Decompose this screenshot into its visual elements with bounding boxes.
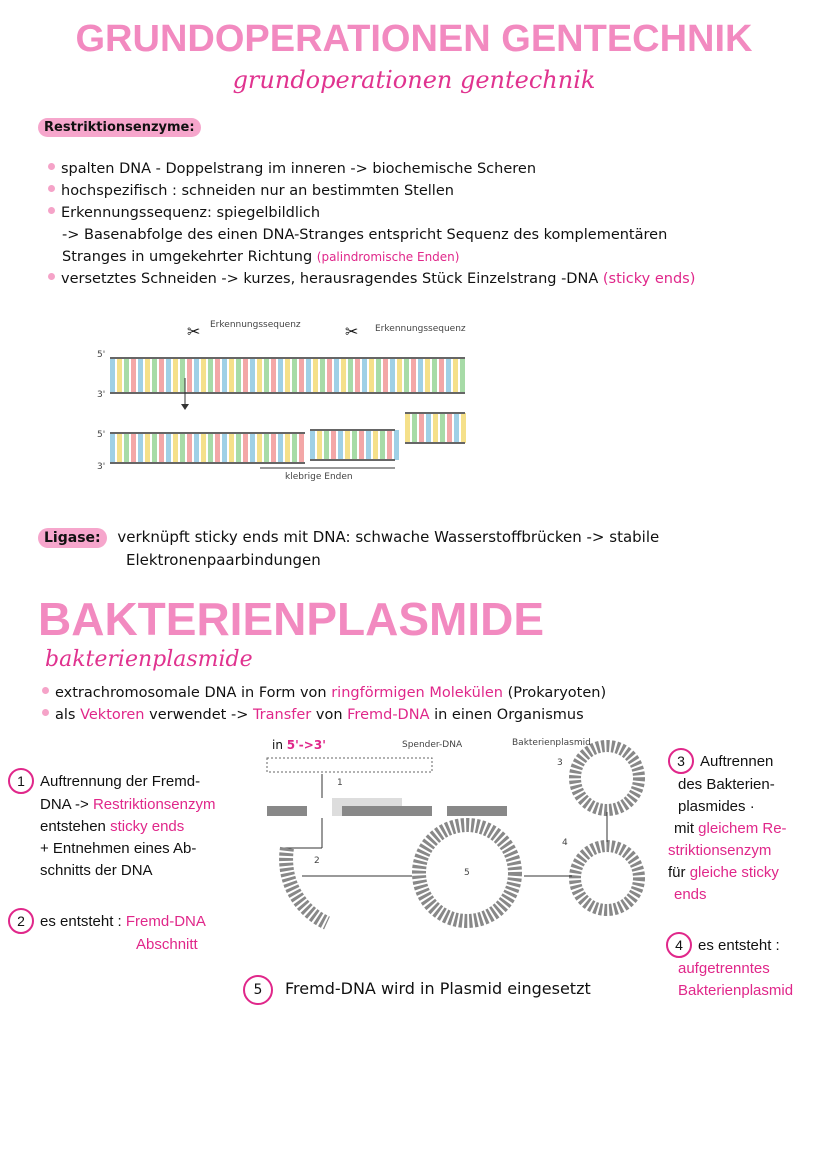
step-marker: 5 (464, 868, 470, 878)
base-pair (355, 358, 360, 393)
list-item: versetztes Schneiden -> kurzes, herausragendes Stück Einzelstrang -DNA (sticky ends) (48, 268, 695, 290)
step-4: 4 es entsteht : aufgetrenntes Bakterienplasmid (666, 932, 793, 1002)
base-pair (145, 433, 150, 463)
base-pair (194, 433, 199, 463)
recognition-label: Erkennungssequenz (375, 324, 466, 334)
base-pair (334, 358, 339, 393)
base-pair (345, 430, 350, 460)
base-pair (285, 358, 290, 393)
base-pair (285, 433, 290, 463)
ligase-block (38, 526, 659, 571)
base-pair (201, 433, 206, 463)
base-pair (243, 358, 248, 393)
base-pair (411, 358, 416, 393)
ligase-label: Ligase: (38, 528, 107, 548)
base-pair (243, 433, 248, 463)
base-pair (390, 358, 395, 393)
base-pair (229, 433, 234, 463)
base-pair (138, 433, 143, 463)
base-pair (138, 358, 143, 393)
base-pair (124, 358, 129, 393)
page-title: GRUNDOPERATIONEN GENTECHNIK (75, 18, 753, 60)
list-item: hochspezifisch : schneiden nur an bestimmten Stellen (48, 180, 695, 202)
base-pair (131, 433, 136, 463)
base-pair (159, 433, 164, 463)
base-pair (387, 430, 392, 460)
section-title: BAKTERIENPLASMIDE (38, 593, 545, 645)
restriktion-label: Restriktionsenzyme: (38, 118, 201, 137)
base-pair (394, 430, 399, 460)
plasmid-list (42, 682, 606, 726)
base-pair (215, 433, 220, 463)
base-pair (440, 413, 445, 443)
base-pair (236, 433, 241, 463)
base-pair (341, 358, 346, 393)
base-pair (152, 433, 157, 463)
base-pair (278, 433, 283, 463)
base-pair (187, 433, 192, 463)
base-pair (404, 358, 409, 393)
base-pair (397, 358, 402, 393)
base-pair (317, 430, 322, 460)
base-pair (222, 358, 227, 393)
base-pair (110, 433, 115, 463)
base-pair (278, 358, 283, 393)
base-pair (461, 413, 466, 443)
list-subline: Stranges in umgekehrter Richtung (palindromische Enden) (62, 249, 460, 265)
ligase-text: Elektronenpaarbindungen (126, 551, 321, 569)
scissors-icon: ✂ (187, 322, 201, 341)
step-marker: 3 (557, 758, 563, 768)
five-prime: 5' (97, 430, 106, 440)
recognition-label: Erkennungssequenz (210, 320, 301, 330)
base-pair (373, 430, 378, 460)
base-pair (117, 433, 122, 463)
base-pair (447, 413, 452, 443)
base-pair (159, 358, 164, 393)
base-pair (264, 433, 269, 463)
list-item: extrachromosomale DNA in Form von ringförmigen Molekülen (Prokaryoten) (42, 682, 606, 704)
base-pair (299, 433, 304, 463)
restriction-diagram (95, 318, 475, 488)
base-pair (292, 433, 297, 463)
base-pair (271, 433, 276, 463)
step-2: 2 es entsteht : Fremd-DNA Abschnitt (8, 908, 206, 956)
base-pair (369, 358, 374, 393)
base-pair (271, 358, 276, 393)
base-pair (292, 358, 297, 393)
base-pair (327, 358, 332, 393)
base-pair (446, 358, 451, 393)
plasmid-diagram (262, 738, 660, 938)
ligase-text: verknüpft sticky ends mit DNA: schwache Wasserstoffbrücken -> stabile (117, 528, 660, 546)
base-pair (348, 358, 353, 393)
base-pair (433, 413, 438, 443)
base-pair (215, 358, 220, 393)
base-pair (313, 358, 318, 393)
in-label: in 5'->3' (272, 738, 326, 752)
base-pair (306, 358, 311, 393)
list-subline: -> Basenabfolge des einen DNA-Stranges entspricht Sequenz des komplementären (62, 227, 668, 243)
base-pair (376, 358, 381, 393)
base-pair (166, 433, 171, 463)
base-pair (194, 358, 199, 393)
base-pair (180, 433, 185, 463)
base-pair (439, 358, 444, 393)
base-pair (222, 433, 227, 463)
base-pair (454, 413, 459, 443)
base-pair (432, 358, 437, 393)
base-pair (187, 358, 192, 393)
step-marker: 4 (562, 838, 568, 848)
list-item: Erkennungssequenz: spiegelbildlich (48, 202, 695, 224)
base-pair (320, 358, 325, 393)
base-pair (425, 358, 430, 393)
restriktion-list (48, 158, 695, 290)
base-pair (383, 358, 388, 393)
list-item: als Vektoren verwendet -> Transfer von Fremd-DNA in einen Organismus (42, 704, 606, 726)
base-pair (418, 358, 423, 393)
base-pair (173, 433, 178, 463)
step-marker: 2 (314, 856, 320, 866)
step-3: 3 Auftrennen des Bakterien- plasmides · mit gleichem Re- striktionsenzym für gleiche sticky ends (668, 748, 787, 906)
base-pair (299, 358, 304, 393)
step-1: 1 Auftrennung der Fremd- DNA -> Restriktionsenzym entstehen sticky ends + Entnehmen eines Ab- schnitts der DNA (8, 768, 215, 882)
base-pair (152, 358, 157, 393)
base-pair (331, 430, 336, 460)
base-pair (412, 413, 417, 443)
plasmid-illustration (262, 738, 660, 938)
base-pair (362, 358, 367, 393)
base-pair (131, 358, 136, 393)
base-pair (250, 433, 255, 463)
base-pair (110, 358, 115, 393)
base-pair (229, 358, 234, 393)
title-script: grundoperationen gentechnik (232, 66, 596, 94)
section-title-script: bakterienplasmide (45, 647, 253, 672)
spender-dna-label: Spender-DNA (402, 740, 463, 750)
three-prime: 3' (97, 390, 106, 400)
plasmid-label: Bakterienplasmid (512, 738, 591, 748)
base-pair (257, 358, 262, 393)
base-pair (236, 358, 241, 393)
base-pair (124, 433, 129, 463)
base-pair (117, 358, 122, 393)
base-pair (324, 430, 329, 460)
base-pair (145, 358, 150, 393)
base-pair (180, 358, 185, 393)
step-5: 5 Fremd-DNA wird in Plasmid eingesetzt (243, 975, 591, 1005)
base-pair (366, 430, 371, 460)
sticky-ends-label: klebrige Enden (285, 472, 353, 482)
step-marker: 1 (337, 778, 343, 788)
base-pair (208, 433, 213, 463)
base-pair (173, 358, 178, 393)
base-pair (426, 413, 431, 443)
base-pair (352, 430, 357, 460)
base-pair (166, 358, 171, 393)
base-pair (257, 433, 262, 463)
five-prime: 5' (97, 350, 106, 360)
base-pair (453, 358, 458, 393)
base-pair (201, 358, 206, 393)
list-item: spalten DNA - Doppelstrang im inneren -> biochemische Scheren (48, 158, 695, 180)
base-pair (405, 413, 410, 443)
base-pair (250, 358, 255, 393)
base-pair (419, 413, 424, 443)
base-pair (208, 358, 213, 393)
base-pair (310, 430, 315, 460)
base-pair (338, 430, 343, 460)
scissors-icon: ✂ (345, 322, 359, 341)
dna-cut-illustration (95, 318, 475, 488)
base-pair (359, 430, 364, 460)
base-pair (264, 358, 269, 393)
three-prime: 3' (97, 462, 106, 472)
base-pair (460, 358, 465, 393)
base-pair (380, 430, 385, 460)
